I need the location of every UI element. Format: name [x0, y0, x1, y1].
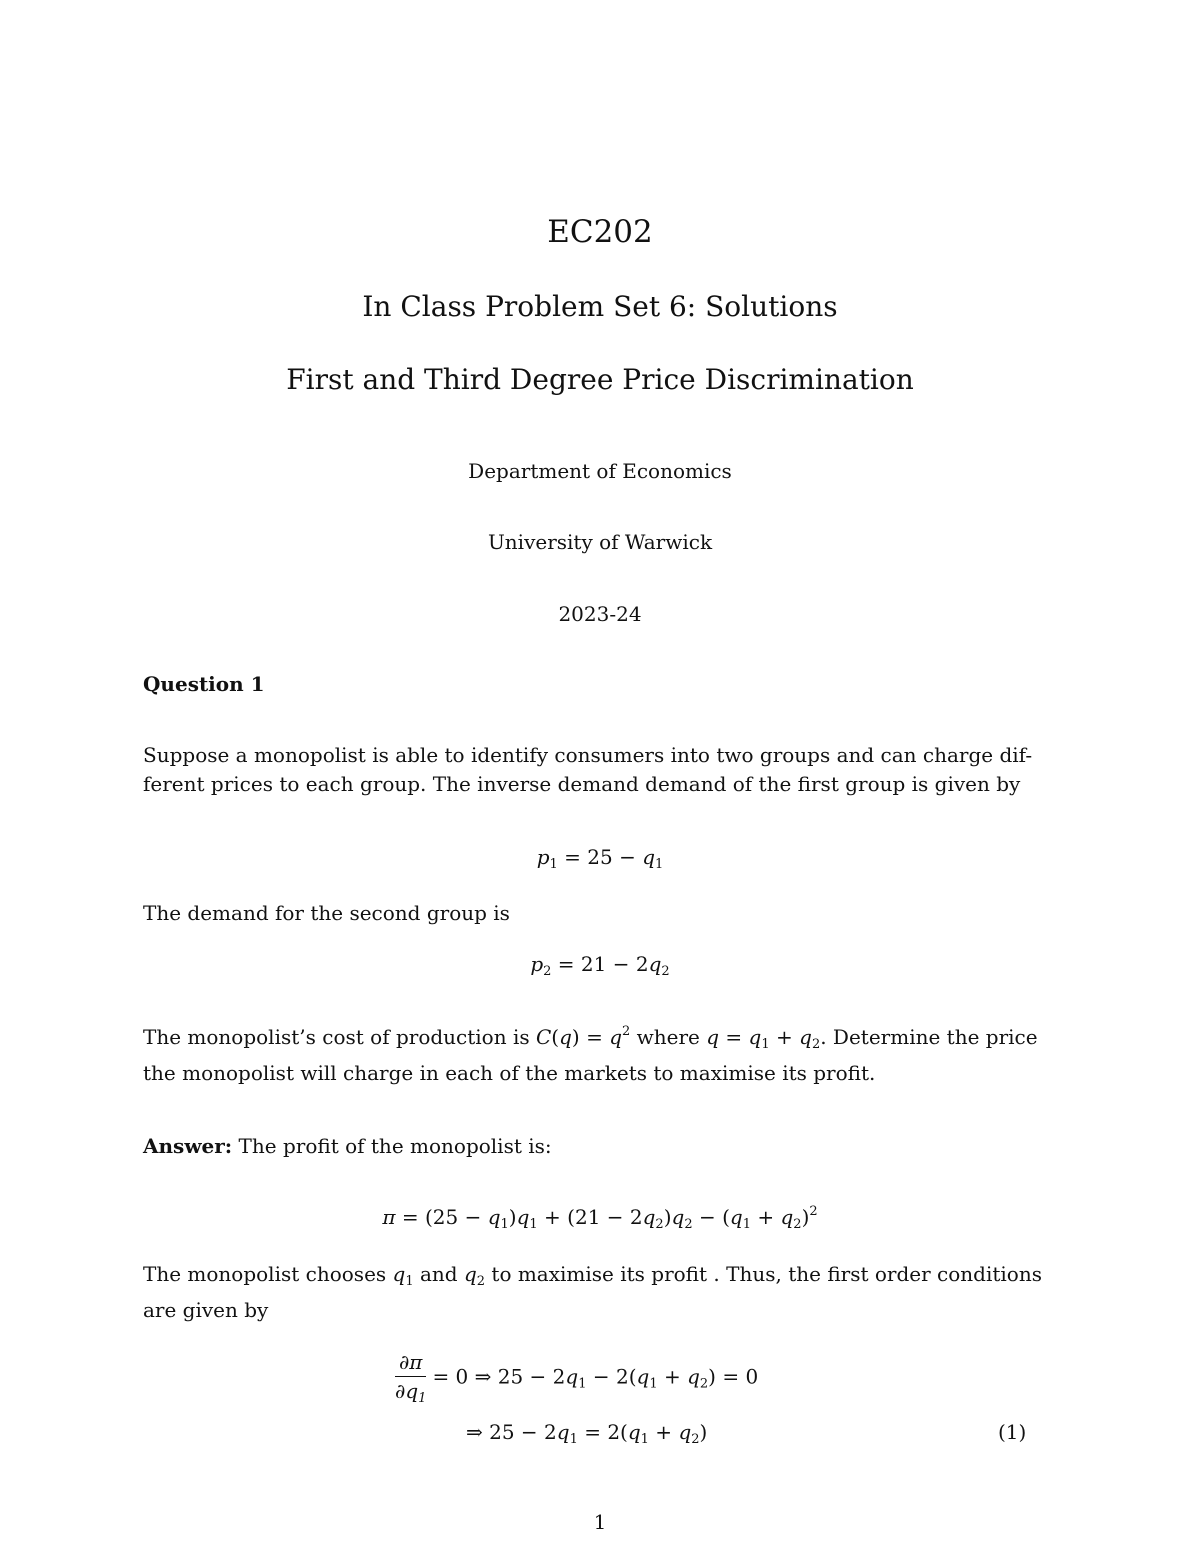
department: Department of Economics: [468, 459, 732, 483]
question-paragraph-1: Suppose a monopolist is able to identify consumers into two groups and can charge dif- ferent prices to each group. The inverse demand demand of the first group is given by: [143, 743, 1033, 796]
equation-foc-1: $\frac{\partial\pi}{\partial q_1}$ = 0 ⇒ $25 - 2q_1 - 2(q_1 + q_2) = 0$: [395, 1350, 759, 1406]
question-heading: Question 1: [143, 672, 265, 696]
question-paragraph-3: The monopolist’s cost of production is $C(q) = q^2$ where $q = q_1 + q_2$. Determine the price the monopolist will charge in each of the markets to maximise its profit.: [143, 1024, 1038, 1085]
equation-demand-1: $p_1 = 25 - q_1$: [536, 845, 664, 872]
academic-year: 2023-24: [558, 602, 642, 626]
document-subtitle: First and Third Degree Price Discrimination: [286, 363, 914, 396]
answer-intro: Answer: The profit of the monopolist is:: [143, 1134, 552, 1158]
course-code: EC202: [547, 214, 653, 250]
equation-number: (1): [998, 1420, 1027, 1444]
answer-foc-paragraph: The monopolist chooses $q_1$ and $q_2$ to maximise its profit . Thus, the first order conditions are given by: [143, 1262, 1042, 1322]
equation-foc-2: ⇒ $25 - 2q_1 = 2(q_1 + q_2)$: [466, 1420, 708, 1447]
equation-profit: $\pi = (25 - q_1)q_1 + (21 - 2q_2)q_2 - (q_1 + q_2)^2$: [382, 1204, 818, 1232]
university: University of Warwick: [487, 530, 713, 554]
equation-demand-2: $p_2 = 21 - 2q_2$: [530, 952, 670, 979]
page-number: 1: [593, 1510, 607, 1534]
question-paragraph-2: The demand for the second group is: [143, 901, 510, 925]
document-title: In Class Problem Set 6: Solutions: [362, 290, 838, 323]
